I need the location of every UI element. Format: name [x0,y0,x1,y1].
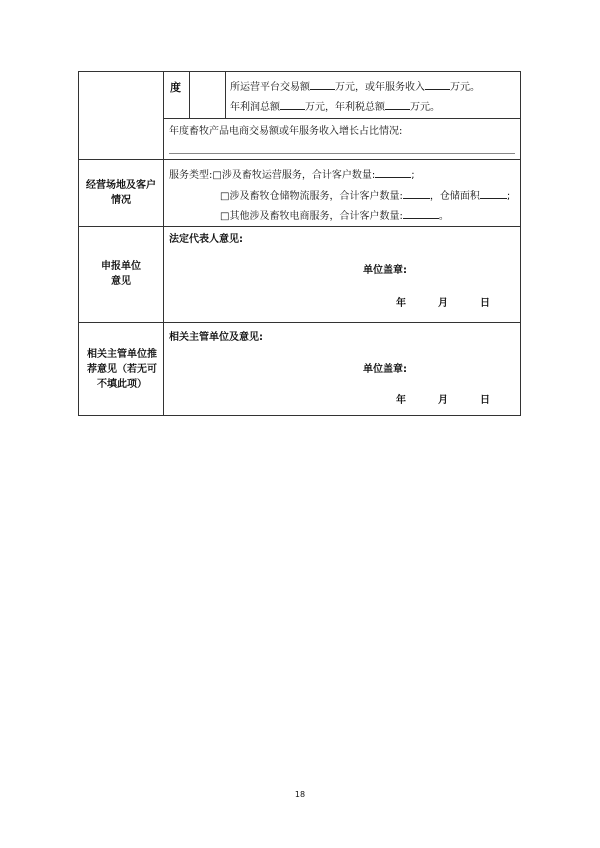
applicant-seal: 单位盖章: [363,265,407,276]
service-type-line-2: □涉及畜牧仓储物流服务，合计客户数量: ，仓储面积 ; [220,188,510,203]
row-divider [78,159,521,160]
applicant-label: 申报单位意见 [101,261,141,287]
blank-field[interactable] [310,79,335,90]
blank-field[interactable] [480,188,507,199]
blank-field[interactable] [280,99,305,110]
service-type-line-1: 服务类型:□涉及畜牧运营服务，合计客户数量: ; [169,167,415,182]
authority-seal: 单位盖章: [363,364,407,375]
revenue-line-2: 年利润总额 万元，年利税总额 万元。 [230,99,440,114]
column-divider [163,71,164,416]
authority-label: 相关主管单位推荐意见（若无可不填此项） [87,349,157,390]
authority-month: 月 [438,395,448,406]
page-number: 18 [294,790,306,799]
revenue-line-1: 所运营平台交易额 万元，或年服务收入 万元。 [230,79,480,94]
row-divider [78,226,521,227]
checkbox-operation[interactable]: □涉及畜牧运营服务，合计客户数量: [212,170,376,181]
checkbox-other[interactable]: □其他涉及畜牧电商服务，合计客户数量: [220,211,403,222]
year-column-label: 度 [170,81,181,94]
column-divider [225,71,226,118]
blank-field[interactable] [385,99,410,110]
blank-field[interactable] [425,79,450,90]
row-divider [78,322,521,323]
row-divider [163,118,521,119]
authority-day: 日 [480,395,490,406]
blank-field[interactable] [403,208,439,219]
checkbox-logistics[interactable]: □涉及畜牧仓储物流服务，合计客户数量: [220,191,403,202]
authority-title: 相关主管单位及意见: [169,332,263,343]
applicant-year: 年 [396,298,406,309]
column-divider [189,71,190,118]
applicant-month: 月 [438,298,448,309]
applicant-day: 日 [480,298,490,309]
applicant-title: 法定代表人意见: [169,234,243,245]
service-type-line-3: □其他涉及畜牧电商服务，合计客户数量: 。 [220,208,449,223]
authority-year: 年 [396,395,406,406]
growth-fill-line [169,153,515,154]
blank-field[interactable] [403,188,430,199]
business-label: 经营场地及客户情况 [86,180,156,206]
blank-field[interactable] [375,167,411,178]
growth-label: 年度畜牧产品电商交易额或年服务收入增长占比情况: [169,126,403,137]
